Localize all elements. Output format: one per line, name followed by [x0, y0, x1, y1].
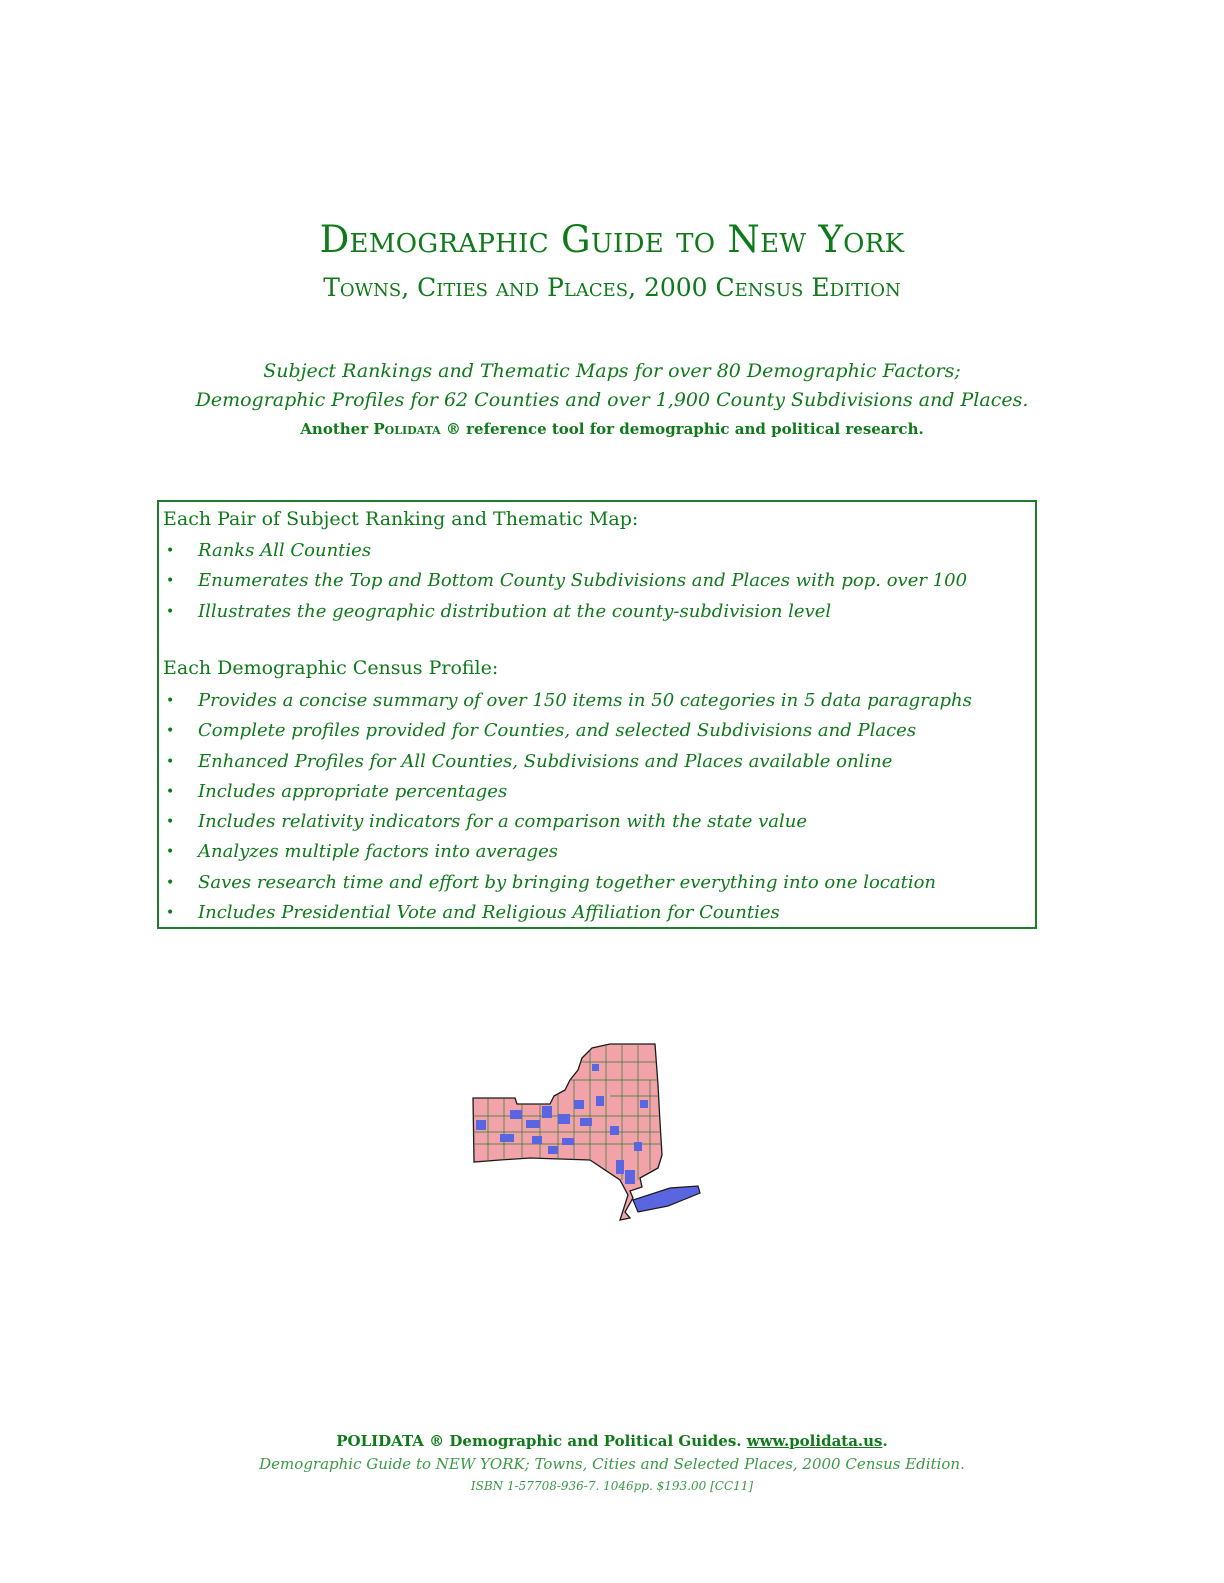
section-2-list	[159, 686, 972, 928]
tagline-line-2: Demographic Profiles for 62 Counties and over 1,900 County Subdivisions and Places.	[195, 389, 1029, 411]
bullet-icon: •	[166, 543, 175, 559]
list-item: • Ranks All Counties	[159, 536, 967, 566]
list-item: • Illustrates the geographic distribution at the county-subdivision level	[159, 597, 967, 627]
bullet-icon: •	[166, 693, 175, 709]
bullet-icon: •	[166, 723, 175, 740]
section-1-heading: Each Pair of Subject Ranking and Thematic Map:	[163, 508, 639, 530]
bullet-icon: •	[166, 753, 175, 770]
features-box	[157, 500, 1037, 929]
list-item: • Includes appropriate percentages	[159, 777, 972, 807]
page-subtitle: Towns, Cities and Places, 2000 Census Edition	[323, 273, 901, 302]
bullet-icon: •	[166, 905, 175, 922]
tagline-suffix: ® reference tool for demographic and political research.	[440, 420, 924, 438]
polidata-brand: Polidata	[373, 420, 441, 438]
polidata-website-link[interactable]: www.polidata.us	[746, 1432, 883, 1450]
section-1-list	[159, 536, 967, 627]
tagline-prefix: Another	[300, 420, 374, 438]
footer-brand-text: POLIDATA ® Demographic and Political Guides.	[336, 1432, 747, 1450]
bullet-icon: •	[166, 573, 175, 590]
footer-line-2: Demographic Guide to NEW YORK; Towns, Cities and Selected Places, 2000 Census Edition.	[259, 1455, 965, 1473]
tagline-line-3	[0, 420, 1224, 438]
footer-line-1	[0, 1432, 1224, 1450]
list-item: • Enhanced Profiles for All Counties, Subdivisions and Places available online	[159, 747, 972, 777]
list-item: • Saves research time and effort by bringing together everything into one location	[159, 868, 972, 898]
list-item: • Includes relativity indicators for a comparison with the state value	[159, 807, 972, 837]
bullet-icon: •	[166, 814, 175, 831]
list-item: • Analyzes multiple factors into averages	[159, 837, 972, 867]
list-item: • Enumerates the Top and Bottom County Subdivisions and Places with pop. over 100	[159, 566, 967, 596]
list-item: • Provides a concise summary of over 150 items in 50 categories in 5 data paragraphs	[159, 686, 972, 716]
page-title: Demographic Guide to New York	[319, 218, 905, 261]
list-item: • Includes Presidential Vote and Religious Affiliation for Counties	[159, 898, 972, 928]
tagline-line-1: Subject Rankings and Thematic Maps for over 80 Demographic Factors;	[263, 360, 961, 382]
bullet-icon: •	[166, 874, 175, 891]
bullet-icon: •	[166, 603, 175, 620]
section-2-heading: Each Demographic Census Profile:	[163, 657, 499, 679]
bullet-icon: •	[166, 783, 175, 800]
footer-line-1-end: .	[882, 1432, 888, 1450]
list-item: • Complete profiles provided for Counties, and selected Subdivisions and Places	[159, 716, 972, 746]
new-york-thematic-map	[470, 1040, 705, 1225]
bullet-icon: •	[166, 844, 175, 861]
footer-isbn: ISBN 1-57708-936-7. 1046pp. $193.00 [CC11]	[470, 1479, 754, 1493]
